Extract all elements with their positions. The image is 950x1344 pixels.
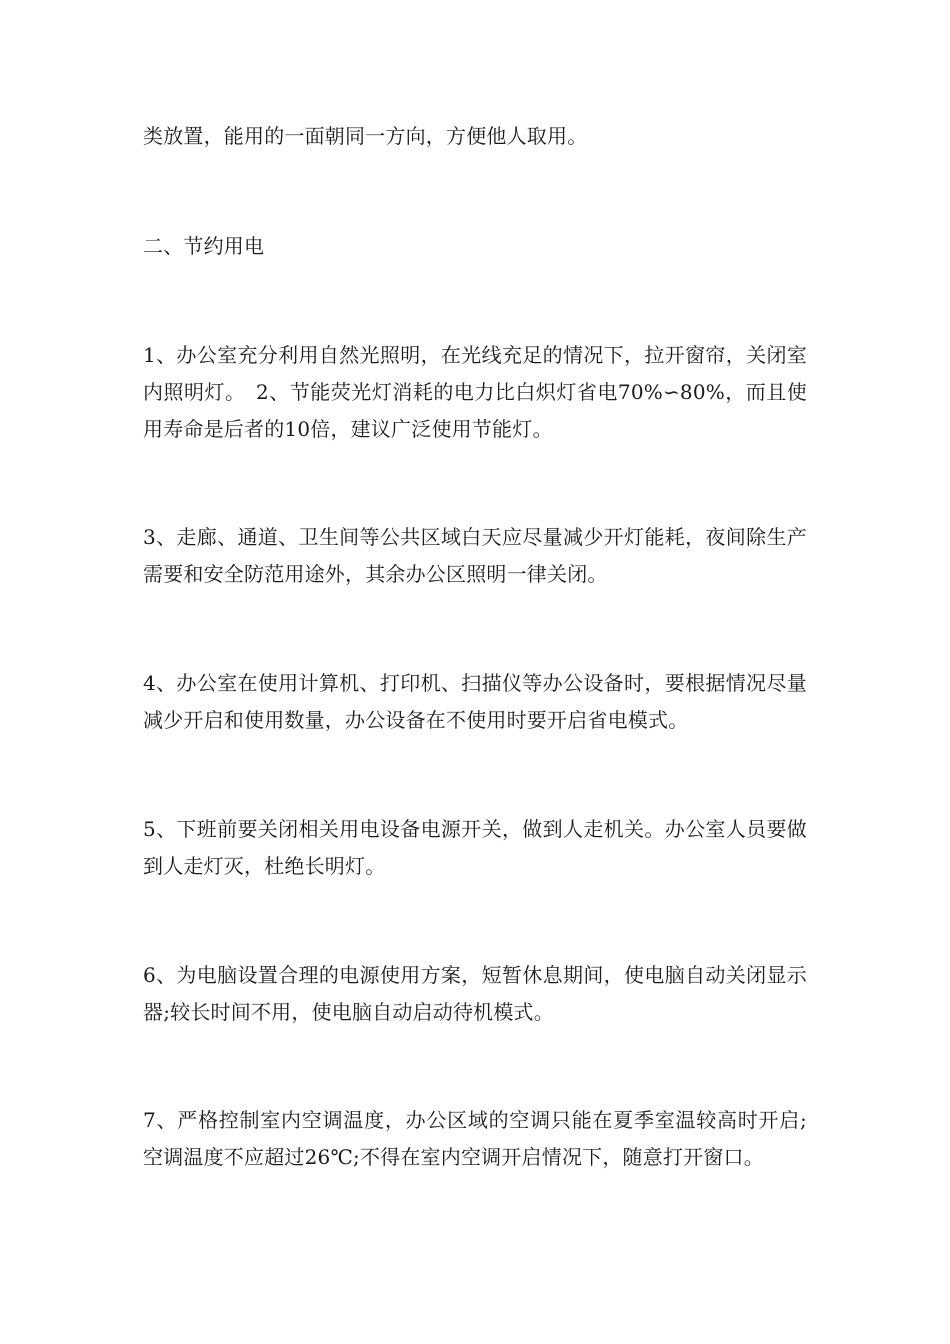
paragraph-item-5: 5、下班前要关闭相关用电设备电源开关，做到人走机关。办公室人员要做到人走灯灭，杜绝长明灯。: [143, 817, 807, 878]
paragraph-item-1-2: 1、办公室充分利用自然光照明，在光线充足的情况下，拉开窗帘，关闭室内照明灯。 2、节能荧光灯消耗的电力比白炽灯省电70%∽80%，而且使用寿命是后者的10倍，建议广泛使用节能灯。: [143, 343, 807, 441]
paragraph-item-7: 7、严格控制室内空调温度，办公区域的空调只能在夏季室温较高时开启;空调温度不应超过26℃;不得在室内空调开启情况下，随意打开窗口。: [143, 1108, 807, 1169]
paragraph-item-3: 3、走廊、通道、卫生间等公共区域白天应尽量减少开灯能耗，夜间除生产需要和安全防范用途外，其余办公区照明一律关闭。: [143, 525, 807, 586]
paragraph-item-4: 4、办公室在使用计算机、打印机、扫描仪等办公设备时，要根据情况尽量减少开启和使用数量，办公设备在不使用时要开启省电模式。: [143, 671, 807, 732]
paragraph-item-6: 6、为电脑设置合理的电源使用方案，短暂休息期间，使电脑自动关闭显示器;较长时间不用，使电脑自动启动待机模式。: [143, 963, 807, 1024]
paragraph-continuation: 类放置，能用的一面朝同一方向，方便他人取用。: [143, 124, 588, 148]
section-heading: 二、节约用电: [143, 234, 265, 258]
